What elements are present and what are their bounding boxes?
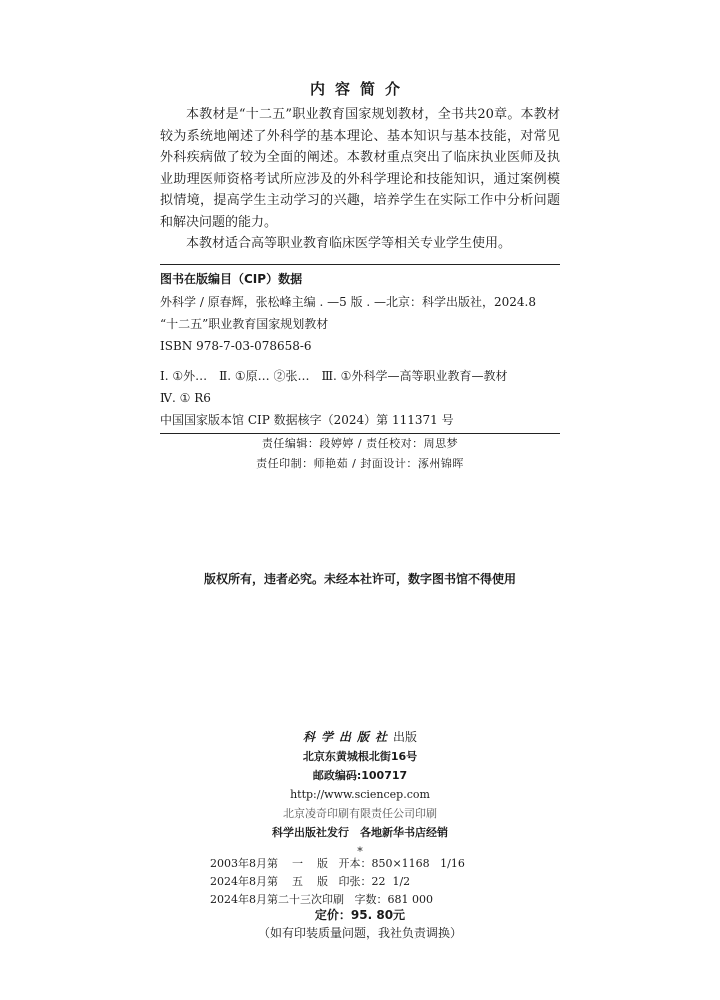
- cip-heading: 图书在版编目（CIP）数据: [160, 272, 303, 286]
- cip-classification: Ⅰ. ①外… Ⅱ. ①原… ②张… Ⅲ. ①外科学—高等职业教育—教材: [160, 369, 508, 383]
- edition-row: 2003年8月第 一 版 开本：850×1168 1/16: [210, 857, 465, 870]
- editor-line: 责任编辑：段婷婷 / 责任校对：周思梦: [261, 437, 459, 450]
- edition-row: 2024年8月第 五 版 印张：22 1/2: [210, 875, 411, 888]
- cip-classification: Ⅳ. ① R6: [160, 391, 211, 405]
- publisher-address: 北京东黄城根北街16号: [302, 750, 418, 763]
- publisher-block: [0, 728, 720, 861]
- quality-note: （如有印装质量问题，我社负责调换）: [257, 926, 462, 940]
- intro-paragraph: 本教材适合高等职业教育临床医学等相关专业学生使用。: [186, 236, 512, 251]
- publisher-line: [0, 728, 720, 747]
- publisher-url: http://www.sciencep.com: [290, 788, 430, 801]
- cip-title-line: 外科学 / 原春辉，张松峰主编 . —5 版 . —北京：科学出版社，2024.8: [160, 295, 536, 309]
- edition-row: 2024年8月第二十三次印刷 字数：681 000: [210, 893, 433, 906]
- intro-title: 内容简介: [309, 80, 410, 98]
- price: 定价：95. 80元: [314, 908, 406, 922]
- copyright-notice: 版权所有，违者必究。未经本社许可，数字图书馆不得使用: [203, 572, 516, 586]
- edition-info: [210, 855, 530, 909]
- cip-isbn: ISBN 978-7-03-078658-6: [160, 339, 312, 353]
- publisher-name: 科学出版社: [302, 730, 393, 744]
- intro-body: [160, 104, 560, 255]
- cip-number: 中国国家版本馆 CIP 数据核字（2024）第 111371 号: [160, 413, 454, 427]
- publisher-postcode: 邮政编码:100717: [312, 769, 408, 782]
- printer-line: 北京凌奇印刷有限责任公司印刷: [283, 807, 437, 820]
- publisher-suffix: 出版: [393, 730, 418, 744]
- cip-series-line: “十二五”职业教育国家规划教材: [160, 317, 329, 331]
- distribution-line: 科学出版社发行 各地新华书店经销: [272, 826, 448, 839]
- editors-block: [0, 434, 720, 474]
- editor-line: 责任印制：师艳茹 / 封面设计：涿州锦晖: [256, 457, 464, 470]
- intro-paragraph: 本教材是“十二五”职业教育国家规划教材，全书共20章。本教材较为系统地阐述了外科学的基本理论、基本知识与基本技能，对常见外科疾病做了较为全面的阐述。本教材重点突出了临床执业医师及执业助理医师资格考试所应涉及的外科学理论和技能知识，通过案例模拟情境，提高学生主动学习的兴趣，培养学生在实际工作中分析问题和解决问题的能力。: [160, 107, 560, 230]
- cip-data-block: [160, 264, 560, 434]
- separator-asterisk: *: [357, 845, 363, 858]
